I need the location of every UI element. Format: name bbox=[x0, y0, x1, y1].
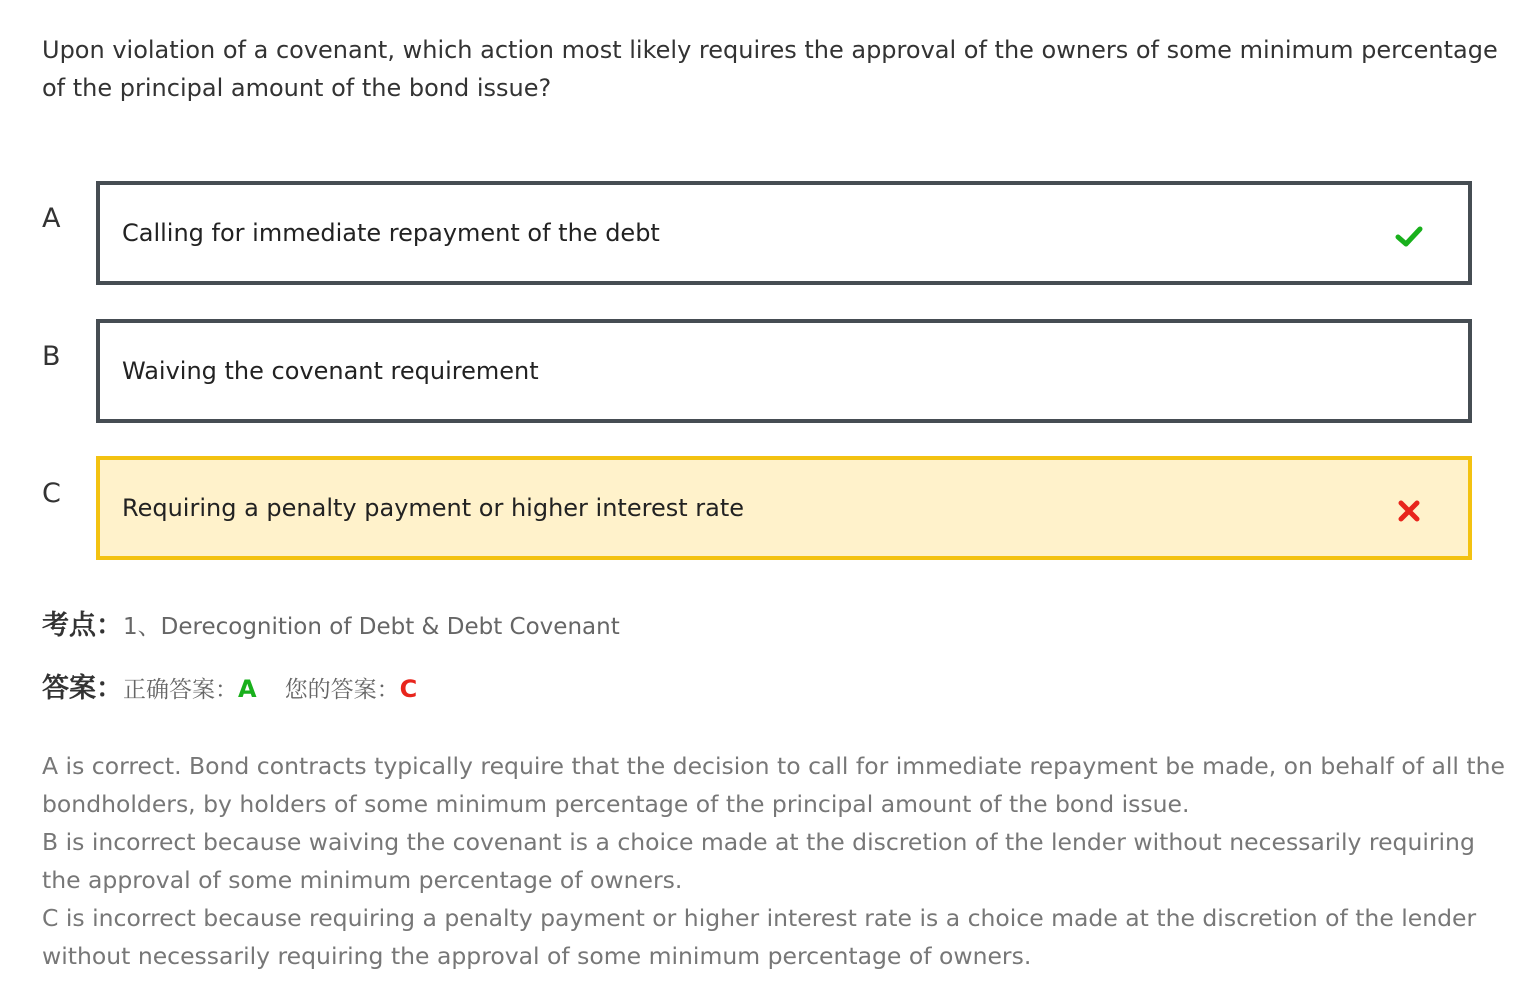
knowledge-point bbox=[42, 610, 620, 643]
question-text: Upon violation of a covenant, which action most likely requires the approval of the owners of some minimum percentage of the principal amount of the bond issue? bbox=[42, 36, 1498, 102]
knowledge-label: 考点： bbox=[42, 610, 123, 641]
your-answer-label: 您的答案： bbox=[284, 677, 400, 703]
cross-icon bbox=[1394, 496, 1424, 526]
correct-answer-label: 正确答案： bbox=[123, 677, 238, 703]
your-answer-value: C bbox=[399, 675, 418, 703]
correct-answer-value: A bbox=[238, 675, 257, 703]
option-b-text: Waiving the covenant requirement bbox=[122, 357, 539, 385]
option-a-button[interactable] bbox=[96, 181, 1472, 285]
option-c-button[interactable] bbox=[96, 456, 1472, 560]
explanation bbox=[42, 747, 1512, 975]
option-letter-b: B bbox=[42, 341, 61, 372]
option-b-button[interactable] bbox=[96, 319, 1472, 423]
explanation-b: B is incorrect because waiving the covenant is a choice made at the discretion of the lender without necessarily requiring the approval of some minimum percentage of owners. bbox=[42, 828, 1475, 894]
option-a-text: Calling for immediate repayment of the debt bbox=[122, 219, 660, 247]
option-letter-c: C bbox=[42, 478, 61, 509]
check-icon bbox=[1394, 221, 1424, 251]
option-row-c bbox=[42, 456, 1473, 562]
answer-summary bbox=[42, 673, 417, 706]
answer-label: 答案： bbox=[42, 673, 123, 704]
explanation-c: C is incorrect because requiring a penalty payment or higher interest rate is a choice made at the discretion of the lender without necessarily requiring the approval of some minimum percentage of owners. bbox=[42, 904, 1477, 970]
option-row-b bbox=[42, 319, 1473, 425]
option-letter-a: A bbox=[42, 203, 61, 234]
explanation-a: A is correct. Bond contracts typically require that the decision to call for immediate repayment be made, on behalf of all the bondholders, by holders of some minimum percentage of the principal amount of the bond issue. bbox=[42, 752, 1505, 818]
knowledge-value: 1、Derecognition of Debt & Debt Covenant bbox=[123, 614, 620, 640]
option-c-text: Requiring a penalty payment or higher interest rate bbox=[122, 494, 745, 522]
option-row-a bbox=[42, 181, 1473, 287]
